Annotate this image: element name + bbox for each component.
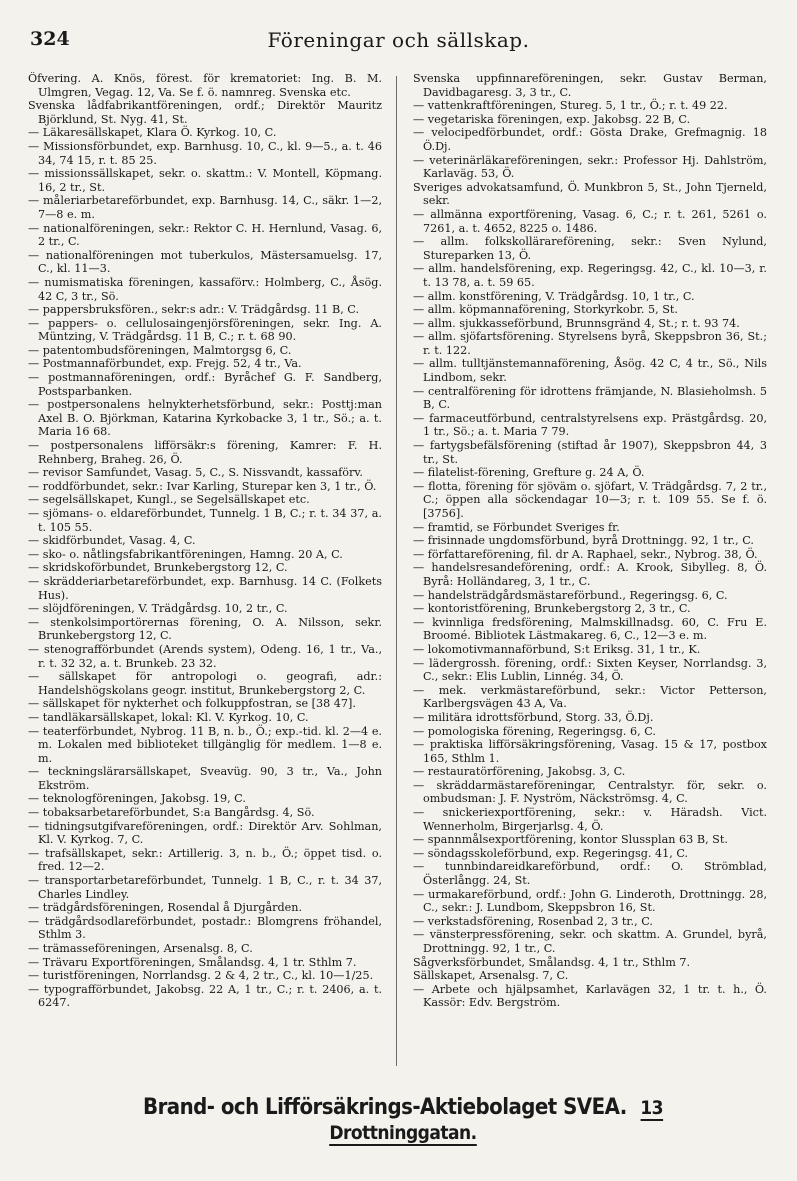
- directory-entry: — sko- o. nåtlingsfabrikantföreningen, Hamng. 20 A, C.: [28, 547, 343, 561]
- directory-entry: — skräddarmästareföreningar, Centralstyr. för, sekr. o. ombudsman: J. F. Nyström, Näckströmsg. 4, C.: [413, 778, 767, 806]
- directory-entry: — vänsterpressförening, sekr. och skattm. A. Grundel, byrå, Drottningg. 92, 1 tr., C.: [413, 928, 767, 955]
- directory-entry: — typografförbundet, Jakobsg. 22 A, 1 tr., C.; r. t. 2406, a. t. 6247.: [28, 982, 382, 1010]
- directory-entry: — urmakareförbund, ordf.: John G. Linderoth, Drottningg. 28, C., sekr.: J. Lundbom, Skeppsbron 16, St.: [413, 887, 767, 915]
- directory-entry: — sällskapet för antropologi o. geografi, adr.: Handelshögskolans geogr. institut, Brunkebergstorg 2, C.: [28, 670, 382, 697]
- directory-entry: — transportarbetareförbundet, Tunnelg. 1 B, C., r. t. 34 37, Charles Lindley.: [28, 874, 382, 901]
- directory-entry: Öfvering. A. Knös, förest. för krematoriet: Ing. B. M. Ulmgren, Vegag. 12, Va. Se f. ö. namnreg. Svenska etc.: [28, 72, 382, 99]
- directory-entry: — postpersonalens lifförsäkr:s förening, Kamrer: F. H. Rehnberg, Braheg. 26, Ö.: [28, 439, 382, 466]
- directory-entry: — centralförening för idrottens främjande, N. Blasieholmsh. 5 B, C.: [413, 384, 767, 412]
- directory-entry: — sjömans- o. eldareförbundet, Tunnelg. 1 B, C.; r. t. 34 37, a. t. 105 55.: [28, 507, 382, 534]
- directory-entry: — tidningsutgifvareföreningen, ordf.: Direktör Arv. Sohlman, Kl. V. Kyrkog. 7, C.: [28, 819, 382, 847]
- directory-entry: — roddförbundet, sekr.: Ivar Karling, Sturepar ken 3, 1 tr., Ö.: [28, 479, 377, 493]
- directory-entry: — restauratörförening, Jakobsg. 3, C.: [413, 765, 626, 779]
- directory-entry: — patentombudsföreningen, Malmtorgsg 6, C.: [28, 343, 292, 357]
- directory-entry: — stenkolsimportörernas förening, O. A. Nilsson, sekr. Brunkebergstorg 12, C.: [28, 615, 382, 643]
- directory-entry: — veterinärläkareföreningen, sekr.: Professor Hj. Dahlström, Karlaväg. 53, Ö.: [413, 153, 767, 181]
- directory-entry: — teckningslärarsällskapet, Sveavüg. 90, 3 tr., Va., John Ekström.: [28, 765, 382, 792]
- directory-entry: — lädergrossh. förening, ordf.: Sixten Keyser, Norrlandsg. 3, C., sekr.: Elis Lublin, Linnég. 34, Ö.: [413, 656, 767, 684]
- directory-entry: — sällskapet för nykterhet och folkuppfostran, se [38 47].: [28, 697, 356, 711]
- directory-entry: — mek. verkmästareförbund, sekr.: Victor Petterson, Karlbergsvägen 43 A, Va.: [413, 683, 767, 711]
- right-column: [413, 72, 767, 1072]
- directory-entry: — missionssällskapet, sekr. o. skattm.: V. Montell, Köpmang. 16, 2 tr., St.: [28, 167, 382, 194]
- directory-entry: — segelsällskapet, Kungl., se Segelsällskapet etc.: [28, 493, 310, 507]
- directory-entry: — fartygsbefälsförening (stiftad år 1907), Skeppsbron 44, 3 tr., St.: [413, 439, 767, 466]
- directory-entry: — Missionsförbundet, exp. Barnhusg. 10, C., kl. 9—5., a. t. 46 34, 74 15, r. t. 85 25.: [28, 139, 382, 167]
- directory-entry: — nationalföreningen mot tuberkulos, Mästersamuelsg. 17, C., kl. 11—3.: [28, 248, 382, 276]
- directory-entry: — vegetariska föreningen, exp. Jakobsg. 22 B, C.: [413, 112, 691, 126]
- directory-entry: — kontoristförening, Brunkebergstorg 2, 3 tr., C.: [413, 602, 691, 616]
- directory-entry: — militära idrottsförbund, Storg. 33, Ö.Dj.: [413, 710, 654, 724]
- directory-entry: — pappersbruksfören., sekr:s adr.: V. Trädgårdsg. 11 B, C.: [28, 303, 360, 317]
- directory-entry: — tunnbindareidkareförbund, ordf.: O. Strömblad, Österlångg. 24, St.: [413, 860, 767, 888]
- directory-entry: Svenska lådfabrikantföreningen, ordf.; Direktör Mauritz Björklund, St. Nyg. 41, St.: [28, 99, 382, 126]
- directory-entry: — spannmålsexportförening, kontor Slussplan 63 B, St.: [413, 833, 728, 847]
- directory-columns: [28, 72, 774, 1072]
- directory-entry: — pomologiska förening, Regeringsg. 6, C.: [413, 724, 656, 738]
- directory-entry: — Arbete och hjälpsamhet, Karlavägen 32, 1 tr. t. h., Ö. Kassör: Edv. Bergström.: [413, 982, 767, 1010]
- directory-entry: — frisinnade ungdomsförbund, byrå Drottningg. 92, 1 tr., C.: [413, 534, 754, 548]
- directory-entry: — tandläkarsällskapet, lokal: Kl. V. Kyrkog. 10, C.: [28, 710, 309, 724]
- directory-entry: — författareförening, fil. dr A. Raphael, sekr., Nybrog. 38, Ö.: [413, 547, 758, 561]
- running-title: Föreningar och sällskap.: [267, 28, 530, 52]
- directory-entry: — tobaksarbetareförbundet, S:a Bangårdsg. 4, Sö.: [28, 806, 315, 820]
- directory-entry: — verkstadsförening, Rosenbad 2, 3 tr., C.: [413, 914, 653, 928]
- directory-entry: — skridskoförbundet, Brunkebergstorg 12, C.: [28, 561, 288, 575]
- directory-entry: — postpersonalens helnykterhetsförbund, sekr.: Posttj:man Axel B. O. Björkman, Katarina Kyrkobacke 3, 1 tr., Sö.; a. t. Maria 16 68.: [28, 398, 382, 439]
- directory-entry: — Läkaresällskapet, Klara Ö. Kyrkog. 10, C.: [28, 126, 277, 140]
- directory-entry: — Trävaru Exportföreningen, Smålandsg. 4, 1 tr. Sthlm 7.: [28, 955, 357, 969]
- column-divider: [396, 76, 397, 1066]
- directory-entry: Sågverksförbundet, Smålandsg. 4, 1 tr., Sthlm 7.: [413, 955, 691, 969]
- directory-entry: — lokomotivmannaförbund, S:t Eriksg. 31, 1 tr., K.: [413, 642, 701, 656]
- directory-entry: — måleriarbetareförbundet, exp. Barnhusg. 14, C., säkr. 1—2, 7—8 e. m.: [28, 194, 382, 221]
- directory-entry: — turistföreningen, Norrlandsg. 2 & 4, 2 tr., C., kl. 10—1/25.: [28, 969, 374, 983]
- directory-entry: — stenografförbundet (Arends system), Odeng. 16, 1 tr., Va., r. t. 32 32, a. t. Brunkeb. 23 32.: [28, 642, 382, 670]
- directory-entry: Sällskapet, Arsenalsg. 7, C.: [413, 969, 569, 983]
- directory-entry: — allm. folkskollärareförening, sekr.: Sven Nylund, Stureparken 13, Ö.: [413, 235, 767, 262]
- advertiser-name: Brand- och Lifförsäkrings-Aktiebolaget SVEA.: [143, 1095, 627, 1120]
- directory-entry: — numismatiska föreningen, kassaförv.: Holmberg, C., Åsög. 42 C, 3 tr., Sö.: [28, 275, 382, 303]
- directory-entry: — handelsresandeförening, ordf.: A. Krook, Sibylleg. 8, Ö. Byrå: Holländareg, 3, 1 tr., C.: [413, 561, 767, 588]
- directory-entry: — vattenkraftföreningen, Stureg. 5, 1 tr., Ö.; r. t. 49 22.: [413, 99, 728, 113]
- directory-entry: — Postmannaförbundet, exp. Frejg. 52, 4 tr., Va.: [28, 357, 302, 371]
- directory-entry: — skidförbundet, Vasag. 4, C.: [28, 534, 196, 548]
- directory-entry: — trädgårdsodlareförbundet, postadr.: Blomgrens fröhandel, Sthlm 3.: [28, 914, 382, 942]
- footer-advertisement: [84, 1095, 723, 1145]
- directory-entry: — pappers- o. cellulosaingenjörsföreningen, sekr. Ing. A. Müntzing, V. Trädgårdsg. 11 B, C.; r. t. 68 90.: [28, 316, 382, 344]
- directory-entry: — farmaceutförbund, centralstyrelsens exp. Prästgårdsg. 20, 1 tr., Sö.; a. t. Maria 7 79.: [413, 411, 767, 439]
- directory-entry: — nationalföreningen, sekr.: Rektor C. H. Hernlund, Vasag. 6, 2 tr., C.: [28, 221, 382, 249]
- directory-entry: — praktiska lifförsäkringsförening, Vasag. 15 & 17, postbox 165, Sthlm 1.: [413, 738, 767, 765]
- directory-entry: — filatelist-förening, Grefture g. 24 A, Ö.: [413, 466, 645, 480]
- directory-entry: — handelsträdgårdsmästareförbund., Regeringsg. 6, C.: [413, 588, 728, 602]
- directory-entry: Svenska uppfinnareföreningen, sekr. Gustav Berman, Davidbagaresg. 3, 3 tr., C.: [413, 72, 767, 99]
- directory-entry: — postmannaföreningen, ordf.: Byråchef G. F. Sandberg, Postsparbanken.: [28, 371, 382, 398]
- directory-entry: — trafsällskapet, sekr.: Artillerig. 3, n. b., Ö.; öppet tisd. o. fred. 12—2.: [28, 846, 382, 874]
- directory-entry: — slöjdföreningen, V. Trädgårdsg. 10, 2 tr., C.: [28, 602, 288, 616]
- directory-entry: — trädgårdsföreningen, Rosendal å Djurgården.: [28, 901, 303, 915]
- page-number: 324: [30, 28, 70, 50]
- directory-entry: — kvinnliga fredsförening, Malmskillnadsg. 60, C. Fru E. Broomé. Bibliotek Lästmakareg. 6, C., 12—3 e. m.: [413, 615, 767, 643]
- directory-entry: — framtid, se Förbundet Sveriges fr.: [413, 520, 620, 534]
- directory-entry: — allm. tulltjänstemannaförening, Åsög. 42 C, 4 tr., Sö., Nils Lindbom, sekr.: [413, 357, 767, 385]
- directory-entry: — trämasseföreningen, Arsenalsg. 8, C.: [28, 942, 253, 955]
- directory-entry: — allm. köpmannaförening, Storkyrkobr. 5, St.: [413, 303, 678, 317]
- directory-entry: — allm. konstförening, V. Trädgårdsg. 10, 1 tr., C.: [413, 289, 695, 303]
- directory-entry: — velocipedförbundet, ordf.: Gösta Drake, Grefmagnig. 18 Ö.Dj.: [413, 126, 767, 153]
- directory-entry: — snickeriexportförening, sekr.: v. Häradsh. Vict. Wennerholm, Birgerjarlsg. 4, Ö.: [413, 806, 767, 833]
- directory-entry: — söndagsskoleförbund, exp. Regeringsg. 41, C.: [413, 846, 689, 860]
- directory-entry: — allm. sjöfartsförening. Styrelsens byrå, Skeppsbron 36, St.; r. t. 122.: [413, 330, 767, 357]
- directory-entry: — allmänna exportförening, Vasag. 6, C.; r. t. 261, 5261 o. 7261, a. t. 4652, 8225 o. 1486.: [413, 207, 767, 235]
- left-column: [28, 72, 382, 1072]
- directory-entry: — teknologföreningen, Jakobsg. 19, C.: [28, 792, 246, 806]
- advertiser-address: 13 Drottninggatan.: [329, 1097, 663, 1144]
- directory-entry: — allm. sjukkasseförbund, Brunnsgränd 4, St.; r. t. 93 74.: [413, 316, 740, 330]
- directory-entry: — allm. handelsförening, exp. Regeringsg. 42, C., kl. 10—3, r. t. 13 78, a. t. 59 65.: [413, 262, 767, 289]
- page-header: [18, 28, 779, 54]
- directory-entry: Sveriges advokatsamfund, Ö. Munkbron 5, St., John Tjerneld, sekr.: [413, 180, 767, 208]
- directory-entry: — teaterförbundet, Nybrog. 11 B, n. b., Ö.; exp.-tid. kl. 2—4 e. m. Lokalen med biblioteket tillgänglig för medlem. 1—8 e. m.: [28, 724, 382, 765]
- directory-entry: — skrädderiarbetareförbundet, exp. Barnhusg. 14 C. (Folkets Hus).: [28, 574, 382, 602]
- directory-entry: — flotta, förening för sjöväm o. sjöfart, V. Trädgårdsg. 7, 2 tr., C.; öppen alla söckendagar 10—3; r. t. 109 55. Se f. ö. [3756].: [413, 479, 767, 520]
- directory-entry: — revisor Samfundet, Vasag. 5, C., S. Nissvandt, kassaförv.: [28, 466, 363, 480]
